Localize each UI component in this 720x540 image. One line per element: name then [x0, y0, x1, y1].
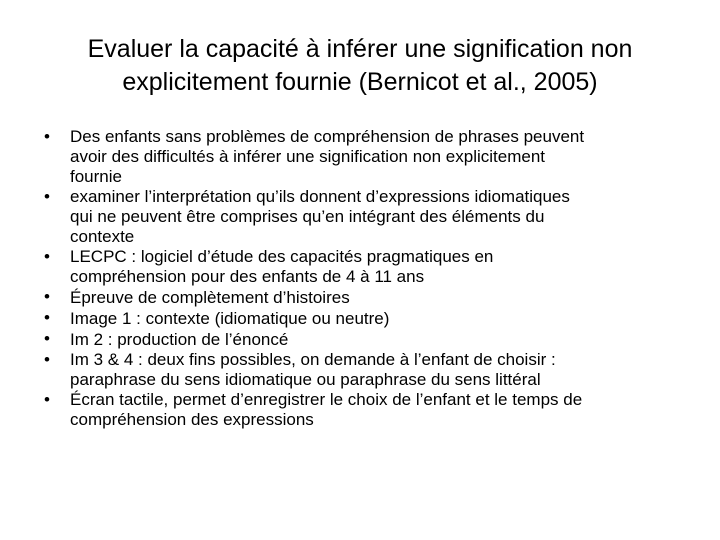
bullet-text — [70, 350, 556, 390]
bullet-text — [70, 187, 570, 247]
bullet-line: LECPC : logiciel d’étude des capacités pragmatiques en — [70, 247, 494, 266]
bullet-item — [44, 350, 684, 390]
bullet-line: Épreuve de complètement d’histoires — [70, 288, 350, 307]
bullet-text — [70, 247, 493, 287]
bullet-marker: • — [44, 187, 50, 206]
bullet-line: fournie — [70, 167, 122, 186]
bullet-item — [44, 187, 684, 247]
bullet-line: qui ne peuvent être comprises qu’en intégrant des éléments du — [70, 207, 545, 226]
bullet-line: Im 3 & 4 : deux fins possibles, on demande à l’enfant de choisir : — [70, 350, 556, 369]
bullet-marker: • — [44, 329, 50, 348]
bullet-text — [70, 329, 288, 350]
bullet-item — [44, 308, 684, 329]
slide-title-line: explicitement fournie (Bernicot et al., 2005) — [122, 68, 598, 96]
bullet-line: compréhension pour des enfants de 4 à 11 ans — [70, 267, 425, 286]
bullet-marker: • — [44, 127, 50, 146]
bullet-list — [44, 127, 684, 430]
bullet-text — [70, 127, 584, 187]
bullet-text — [70, 308, 389, 329]
bullet-marker: • — [44, 308, 50, 327]
bullet-item — [44, 247, 684, 287]
bullet-line: compréhension des expressions — [70, 410, 314, 429]
bullet-marker: • — [44, 350, 50, 369]
bullet-line: Des enfants sans problèmes de compréhension de phrases peuvent — [70, 127, 585, 146]
bullet-item — [44, 287, 684, 308]
bullet-line: avoir des difficultés à inférer une signification non explicitement — [70, 147, 546, 166]
bullet-item — [44, 329, 684, 350]
bullet-marker: • — [44, 247, 50, 266]
bullet-line: Écran tactile, permet d’enregistrer le choix de l’enfant et le temps de — [70, 390, 583, 409]
bullet-marker: • — [44, 390, 50, 409]
bullet-line: contexte — [70, 227, 135, 246]
bullet-line: Im 2 : production de l’énoncé — [70, 330, 289, 349]
bullet-text — [70, 287, 350, 308]
bullet-item — [44, 127, 684, 187]
slide-title — [40, 33, 680, 99]
bullet-marker: • — [44, 287, 50, 306]
slide-title-line: Evaluer la capacité à inférer une signification non — [87, 35, 633, 63]
bullet-line: examiner l’interprétation qu’ils donnent d’expressions idiomatiques — [70, 187, 570, 206]
bullet-line: Image 1 : contexte (idiomatique ou neutre) — [70, 309, 390, 328]
bullet-line: paraphrase du sens idiomatique ou paraphrase du sens littéral — [70, 370, 541, 389]
bullet-item — [44, 390, 684, 430]
bullet-text — [70, 390, 582, 430]
